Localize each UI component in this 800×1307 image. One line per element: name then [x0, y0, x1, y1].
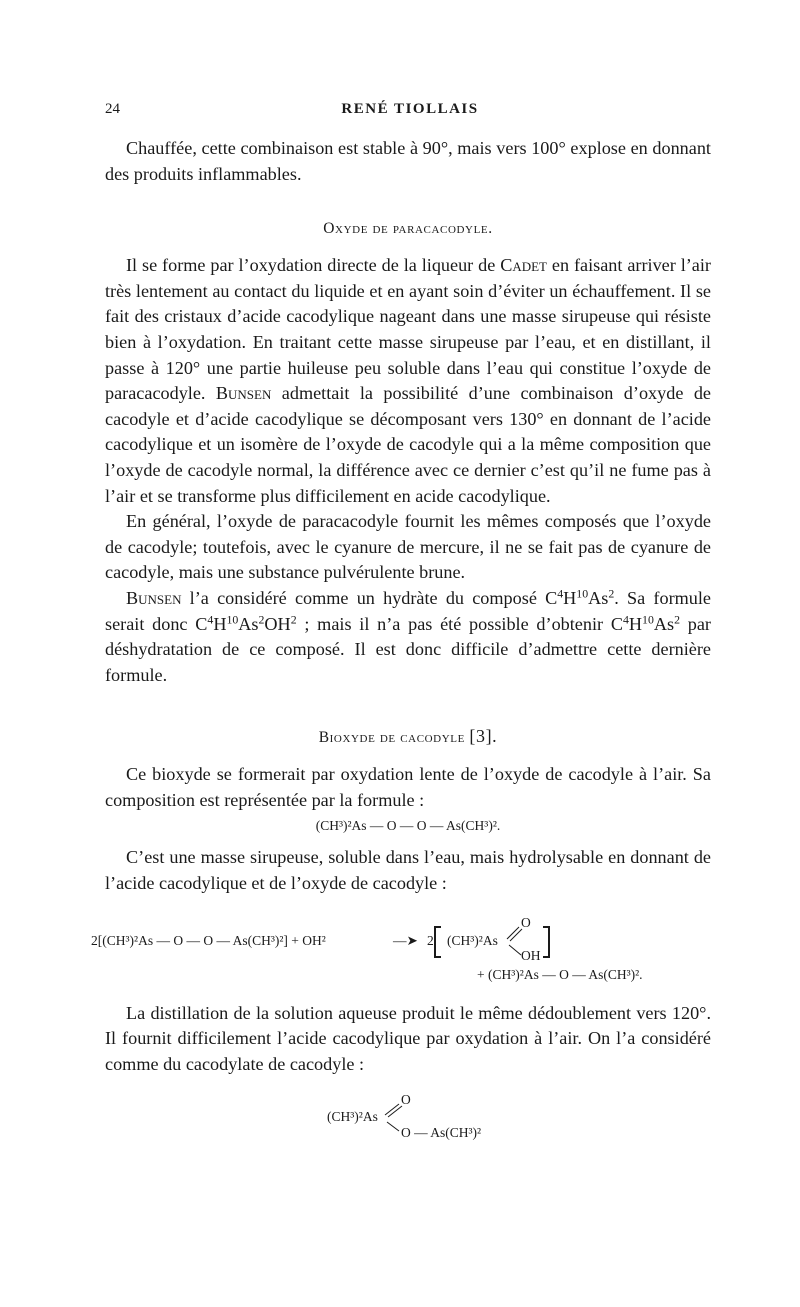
f1-as: As	[588, 587, 609, 608]
reaction-reactants: 2[(CH³)²As — O — O — As(CH³)²] + OH²	[91, 932, 326, 948]
p2-text-c: admettait la possibilité d’une combinaison d’oxyde de cacodyle et d’acide cacodylique se décomposant vers 130° en donnant de l’acide cacodylique et un isomère de l’oxyde de cacodyle qui a la même composition que l’oxyde de cacodyle normal, la différence avec ce dernier c’est qu’il ne fume pas à l’air et se transforme plus difficilement en acide cacodylique.	[105, 383, 711, 506]
cacodylate-formula-diagram	[105, 1091, 711, 1149]
reaction-hydroxyl-bottom: OH	[521, 947, 541, 963]
paragraph-7: La distillation de la solution aqueuse produit le même dédoublement vers 120°. Il fournit difficilement l’acide cacodylique par oxydation à l’air. On l’a considéré comme du cacodylate de cacodyle :	[105, 1002, 711, 1074]
section-title-oxyde-paracacodyle: Oxyde de paracacodyle.	[323, 220, 493, 238]
right-bracket	[543, 927, 549, 957]
double-bond-line-2	[510, 929, 522, 941]
f1-sup-2: 10	[576, 586, 589, 601]
cacodylate-oxygen-top: O	[401, 1092, 411, 1108]
left-bracket	[435, 927, 441, 957]
f1-c: C	[545, 587, 558, 608]
paragraph-1: Chauffée, cette combinaison est stable à 90°, mais vers 100° explose en donnant des produits inflammables.	[105, 138, 711, 184]
author-bunsen-2: Bunsen	[126, 587, 182, 608]
double-bond-line-1	[507, 927, 519, 939]
page-body	[91, 136, 711, 1149]
paragraph-3: En général, l’oxyde de paracacodyle fournit les mêmes composés que l’oxyde de cacodyle; toutefois, avec le cyanure de mercure, il ne se fait pas de cyanure de cacodyle, mais une substance pulvérulente brune.	[105, 511, 711, 583]
author-cadet: Cadet	[500, 255, 547, 276]
formula-hydrate	[195, 614, 296, 634]
reaction-oxygen-top: O	[521, 914, 531, 930]
f2-oh: OH	[264, 613, 291, 634]
f2-h: H	[213, 613, 227, 634]
reaction-arrow: —➤	[393, 932, 418, 948]
p4-text-b: . Sa formule serait donc	[105, 587, 711, 634]
cacodylate-formula	[105, 1091, 711, 1149]
f2-as: As	[238, 613, 259, 634]
formula-c4h10as2-2	[611, 614, 680, 634]
f3-sup-3: 2	[674, 612, 681, 626]
hydrolysis-equation	[91, 907, 711, 987]
running-title: RENÉ TIOLLAIS	[341, 101, 479, 117]
f1-sup-3: 2	[608, 586, 615, 601]
f2-sup-2: 10	[226, 612, 239, 626]
section-title-text: Bioxyde de cacodyle	[318, 729, 465, 747]
formula-c4h10as2	[545, 588, 614, 608]
paragraph-5: Ce bioxyde se formerait par oxydation lente de l’oxyde de cacodyle à l’air. Sa composition est représentée par la formule :	[105, 764, 711, 810]
reaction-coefficient: 2	[427, 932, 434, 948]
author-bunsen: Bunsen	[215, 383, 272, 404]
paragraph-4	[105, 586, 711, 688]
p4-text-c: ; mais il n’a pas été possible d’obtenir	[296, 613, 611, 634]
p2-text-b: en faisant arriver l’air très lentement au contact du liquide et en ayant soin d’éviter un échauffement. Il se fait des cristaux d’acide cacodylique nageant dans une masse sirupeuse qui résiste bien à l’oxydation. En traitant cette masse sirupeuse par l’eau, et en distillant, il passe à 120° une partie huileuse peu soluble dans l’eau qui constitue l’oxyde de paracacodyle.	[105, 255, 711, 404]
f2-sup-1: 4	[207, 612, 214, 626]
cacodylate-ester-group: O — As(CH³)²	[401, 1125, 482, 1141]
reaction-product-radical: (CH³)²As	[447, 932, 498, 948]
section-title-bioxyde-cacodyle	[105, 726, 711, 747]
paragraph-6: C’est une masse sirupeuse, soluble dans l’eau, mais hydrolysable en donnant de l’acide cacodylique et de l’oxyde de cacodyle :	[105, 847, 711, 894]
f2-sup-4: 2	[290, 612, 297, 626]
page-header	[105, 101, 715, 123]
cacodylate-radical: (CH³)²As	[327, 1109, 378, 1125]
hydrolysis-equation-diagram	[91, 907, 721, 987]
f3-as: As	[653, 613, 675, 634]
f2-c: C	[195, 613, 208, 634]
p2-text-a: Il se forme par l’oxydation directe de la liqueur de	[126, 255, 501, 276]
formula-bioxyde: (CH³)²As — O — O — As(CH³)².	[315, 818, 501, 834]
page-number: 24	[105, 101, 120, 117]
f3-sup-1: 4	[622, 612, 629, 626]
f3-h: H	[628, 613, 643, 634]
f2-sup-3: 2	[258, 612, 265, 626]
cacodylate-single-bond	[387, 1122, 399, 1131]
single-bond-line	[509, 945, 521, 955]
reference-marker: [3].	[469, 726, 498, 747]
f3-c: C	[610, 613, 623, 634]
f1-h: H	[563, 587, 577, 608]
f3-sup-2: 10	[642, 612, 654, 626]
p4-text-a: l’a considéré comme un hydràte du composé	[181, 587, 546, 608]
p4-text-d: par déshydratation de ce composé. Il est donc difficile d’admettre cette dernière formule.	[105, 613, 711, 685]
reaction-second-line: + (CH³)²As — O — As(CH³)².	[477, 966, 643, 982]
f1-sup-1: 4	[557, 586, 564, 601]
paragraph-2	[105, 253, 711, 509]
